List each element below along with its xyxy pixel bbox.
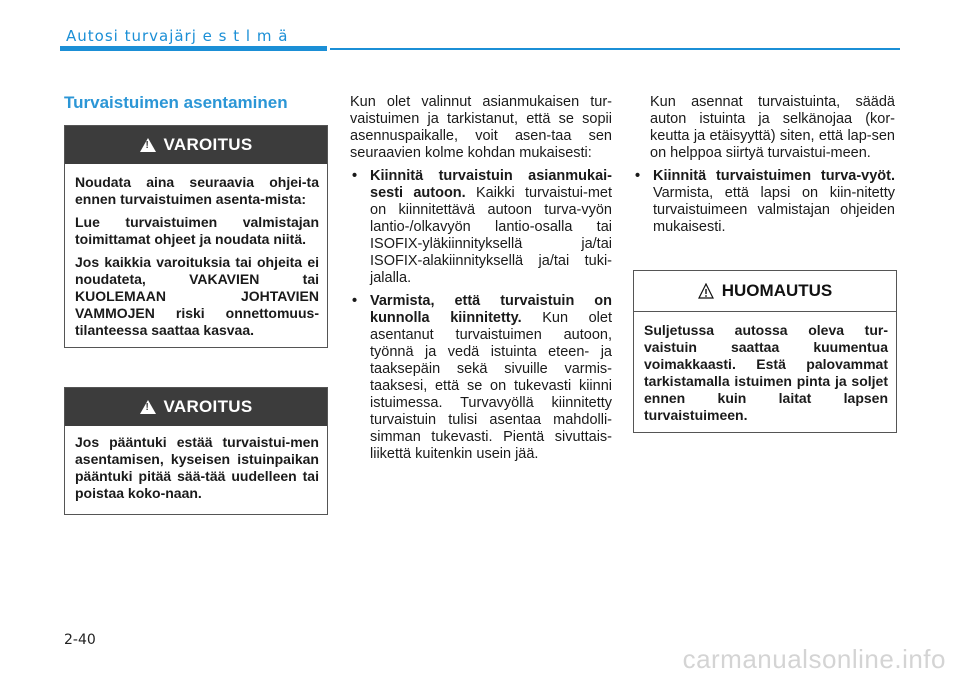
caution-triangle-icon: [698, 283, 714, 299]
warning-paragraph: Jos pääntuki estää turvaistui-men asentamisen, kyseisen istuinpaikan pääntuki pitää sää-tää uudelleen tai poistaa koko-naan.: [75, 434, 319, 501]
bullet-icon: •: [635, 168, 641, 184]
list-item: [350, 168, 612, 287]
notice-text: Suljetussa autossa oleva tur-vaistuin saattaa kuumentua voimakkaasti. Estä palovammat tarkistamalla istuimen pinta ja soljet ennen kuin laitat lapsen turvaistuimeen.: [644, 322, 888, 423]
warning-box-1: [64, 125, 328, 348]
list-item-text: Varmista, että lapsi on kiin-nitetty turvaistuimeen valmistajan ohjeiden mukaisesti.: [653, 185, 895, 235]
notice-header: [634, 271, 896, 312]
warning-triangle-icon: [140, 400, 156, 414]
right-column: [633, 94, 895, 242]
warning-triangle-icon: [140, 138, 156, 152]
header-rule-thin: [330, 48, 900, 50]
list-item-bold: Kiinnitä turvaistuin asianmukai-sesti autoon.: [370, 168, 612, 201]
page-number: 2-40: [64, 632, 96, 648]
warning-box-2: [64, 387, 328, 515]
list-item: [350, 293, 612, 463]
bullet-icon: •: [352, 293, 358, 309]
warning-heading: VAROITUS: [163, 397, 253, 416]
list-item-text: Kun olet asentanut turvaistuimen autoon, työnnä ja vedä istuinta eteen- ja taaksepäin sekä sivuille varmis-taaksesi, että se on tukevasti kiinni istuimessa. Turvavyöllä kiinnitetty turvaistuin tulisi asentaa mahdolli-simman tukevasti. Pientä sivuttais-liikettä kuitenkin usein jää.: [370, 310, 612, 462]
list-item: [633, 168, 895, 236]
list-item-bold: Kiinnitä turvaistuimen turva-vyöt.: [653, 168, 895, 184]
bullet-icon: •: [352, 168, 358, 184]
warning-heading: VAROITUS: [163, 135, 253, 154]
watermark: carmanualsonline.info: [682, 644, 946, 674]
warning-header: [65, 388, 327, 426]
warning-paragraph: Jos kaikkia varoituksia tai ohjeita ei noudateta, VAKAVIEN tai KUOLEMAAN JOHTAVIEN VAMMOJEN riski onnettomuus-tilanteessa saattaa kasvaa.: [75, 254, 319, 338]
warning-header: [65, 126, 327, 164]
notice-box: [633, 270, 897, 433]
intro-paragraph: Kun olet valinnut asianmukaisen tur-vaistuimen ja tarkistanut, että se sopii asennuspaikalle, voit asen-taa sen seuraavien kolme kohdan mukaisesti:: [350, 94, 612, 161]
middle-column: [350, 94, 612, 469]
list-item-text: Kaikki turvaistui-met on kiinnitettävä autoon turva-vyön lantio-/olkavyön lantio-osalla tai ISOFIX-yläkiinnityksellä ja/tai ISOFIX-alakiinnityksellä ja/tai tuki-jalalla.: [370, 185, 612, 286]
intro-paragraph: Kun asennat turvaistuinta, säädä auton istuinta ja selkänojaa (kor-keutta ja etäisyyttä) siten, että lap-sen on helppoa siirtyä turvaistui-meen.: [650, 94, 895, 161]
header-rule-thick: [60, 46, 327, 51]
warning-paragraph: Lue turvaistuimen valmistajan toimittamat ohjeet ja noudata niitä.: [75, 214, 319, 247]
warning-paragraph: Noudata aina seuraavia ohjei-ta ennen turvaistuimen asenta-mista:: [75, 174, 319, 207]
notice-heading: HUOMAUTUS: [721, 281, 833, 300]
chapter-header: Autosi turvajärj e s t l m ä: [66, 27, 289, 45]
list-item-bold: Varmista, että turvaistuin on kunnolla kiinnitetty.: [370, 293, 612, 326]
section-title: Turvaistuimen asentaminen: [64, 93, 288, 112]
